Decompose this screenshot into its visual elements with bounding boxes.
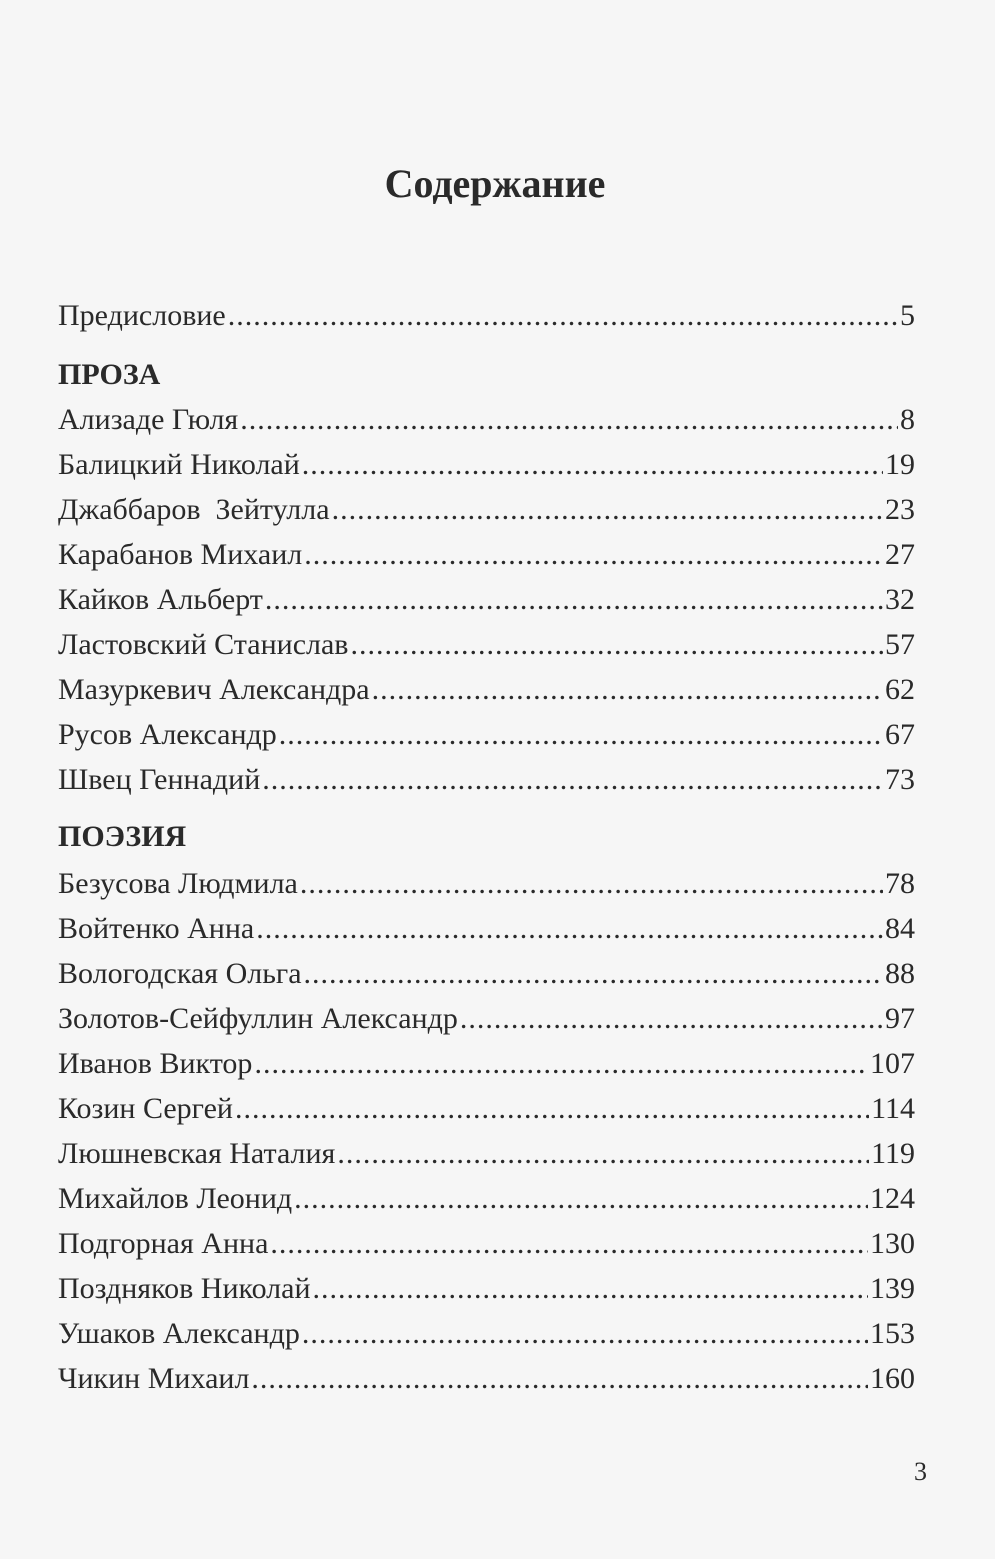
toc-entry xyxy=(58,760,915,800)
toc-entry xyxy=(58,670,915,710)
dot-leader xyxy=(265,580,883,620)
toc-entry xyxy=(58,1179,915,1219)
dot-leader xyxy=(372,670,883,710)
entry-page-number: 5 xyxy=(900,299,915,332)
toc-entry xyxy=(58,715,915,755)
dot-leader xyxy=(304,954,883,994)
section-heading-poetry: ПОЭЗИЯ xyxy=(58,820,187,853)
entry-name: Ушаков Александр xyxy=(58,1317,300,1350)
entry-page-number: 139 xyxy=(870,1272,915,1305)
dot-leader xyxy=(302,445,883,485)
toc-entry xyxy=(58,1224,915,1264)
entry-name: Чикин Михаил xyxy=(58,1362,250,1395)
page-title: Содержание xyxy=(384,161,606,206)
dot-leader xyxy=(240,400,898,440)
page-number: 3 xyxy=(914,1457,927,1486)
dot-leader xyxy=(332,490,883,530)
entry-page-number: 67 xyxy=(885,718,915,751)
dot-leader xyxy=(254,1044,868,1084)
dot-leader xyxy=(460,999,883,1039)
dot-leader xyxy=(262,760,883,800)
toc-entry xyxy=(58,909,915,949)
entry-name: Карабанов Михаил xyxy=(58,538,303,571)
toc-entry xyxy=(58,1134,915,1174)
entry-page-number: 160 xyxy=(870,1362,915,1395)
entry-page-number: 57 xyxy=(885,628,915,661)
entry-name: Кайков Альберт xyxy=(58,583,263,616)
entry-name: Золотов-Сейфуллин Александр xyxy=(58,1002,458,1035)
toc-entry xyxy=(58,999,915,1039)
entry-page-number: 130 xyxy=(870,1227,915,1260)
toc-entry-preface xyxy=(58,296,915,336)
toc-entry xyxy=(58,490,915,530)
entry-name: Козин Сергей xyxy=(58,1092,233,1125)
dot-leader xyxy=(302,1314,868,1354)
toc-entry xyxy=(58,1044,915,1084)
dot-leader xyxy=(337,1134,869,1174)
entry-page-number: 97 xyxy=(885,1002,915,1035)
toc-entry xyxy=(58,1269,915,1309)
entry-page-number: 23 xyxy=(885,493,915,526)
toc-entry xyxy=(58,1089,915,1129)
entry-name: Мазуркевич Александра xyxy=(58,673,370,706)
entry-name: Джаббаров Зейтулла xyxy=(58,493,330,526)
entry-name: Поздняков Николай xyxy=(58,1272,311,1305)
dot-leader xyxy=(313,1269,868,1309)
dot-leader xyxy=(350,625,883,665)
entry-name: Швец Геннадий xyxy=(58,763,261,796)
dot-leader xyxy=(279,715,883,755)
entry-page-number: 119 xyxy=(871,1137,915,1170)
toc-entry xyxy=(58,400,915,440)
toc-entry xyxy=(58,864,915,904)
entry-name: Иванов Виктор xyxy=(58,1047,253,1080)
toc-entry xyxy=(58,954,915,994)
entry-name: Предисловие xyxy=(58,299,226,332)
entry-name: Подгорная Анна xyxy=(58,1227,269,1260)
dot-leader xyxy=(294,1179,868,1219)
dot-leader xyxy=(235,1089,869,1129)
toc-entry xyxy=(58,1314,915,1354)
entry-name: Безусова Людмила xyxy=(58,867,298,900)
entry-page-number: 73 xyxy=(885,763,915,796)
entry-page-number: 78 xyxy=(885,867,915,900)
entry-page-number: 107 xyxy=(870,1047,915,1080)
entry-page-number: 27 xyxy=(885,538,915,571)
entry-name: Ализаде Гюля xyxy=(58,403,239,436)
dot-leader xyxy=(304,535,883,575)
entry-page-number: 32 xyxy=(885,583,915,616)
section-heading-prose: ПРОЗА xyxy=(58,358,161,391)
entry-page-number: 84 xyxy=(885,912,915,945)
toc-entry xyxy=(58,625,915,665)
entry-page-number: 88 xyxy=(885,957,915,990)
toc-entry xyxy=(58,580,915,620)
toc-entry xyxy=(58,1359,915,1399)
entry-page-number: 8 xyxy=(900,403,915,436)
entry-name: Михайлов Леонид xyxy=(58,1182,293,1215)
dot-leader xyxy=(256,909,883,949)
dot-leader xyxy=(300,864,883,904)
entry-name: Русов Александр xyxy=(58,718,277,751)
entry-name: Ластовский Станислав xyxy=(58,628,349,661)
dot-leader xyxy=(251,1359,868,1399)
entry-name: Вологодская Ольга xyxy=(58,957,302,990)
entry-page-number: 114 xyxy=(871,1092,915,1125)
entry-name: Балицкий Николай xyxy=(58,448,300,481)
entry-page-number: 124 xyxy=(870,1182,915,1215)
dot-leader xyxy=(228,296,898,336)
entry-name: Войтенко Анна xyxy=(58,912,255,945)
toc-entry xyxy=(58,535,915,575)
toc-entry xyxy=(58,445,915,485)
entry-page-number: 153 xyxy=(870,1317,915,1350)
dot-leader xyxy=(270,1224,868,1264)
entry-page-number: 19 xyxy=(885,448,915,481)
entry-name: Люшневская Наталия xyxy=(58,1137,336,1170)
entry-page-number: 62 xyxy=(885,673,915,706)
